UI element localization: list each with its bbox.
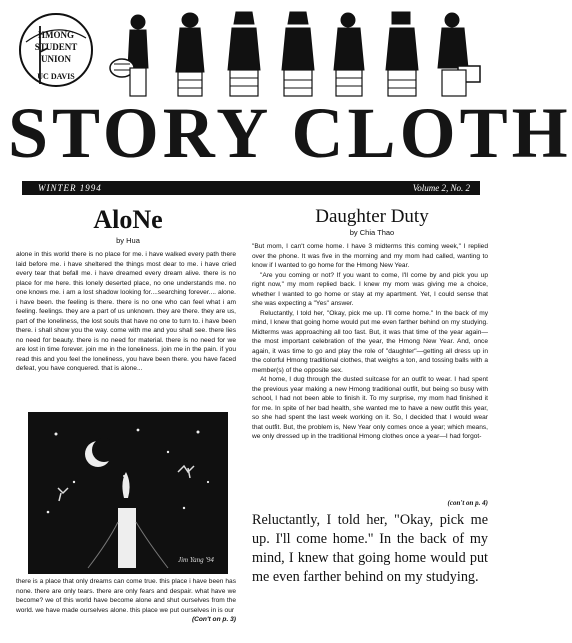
alone-paragraph-2: there is a place that only dreams can come true. this place i have been has none. there are only tears. there are only fears and despair. what have we become? we of this world have become alone and shut ourselves from the world. we have made ourselves alone. this place we put ourselves in is our (16, 578, 236, 614)
issue-rule-bar (22, 181, 480, 195)
logo-line-1: HMONG (38, 30, 74, 40)
daughter-duty-continued: (con't on p. 4) (447, 499, 488, 507)
logo-line-3: UNION (40, 54, 71, 64)
alone-paragraph-1: alone in this world there is no place for me. i have walked every path there laid before me. i have sheltered the things most dear to me. i have cried every tear that befall me. i have dreamed every dream alive. there is no place for me here. this lonely deserted place, no one understands me. no one knows me. i am a lost shadow looking for....searching forever.... alone. i have been. the feeling is there. there is no one who can feel what i am feeling. feelings. they are a part of us unknown. they are there. they are us, part of the loneliness, the lost souls that have no one to turn to. i have been there. i shall show you the way. come with me and you shall see. there lies no need for beauty. there is no need for material. there is no need for we are lost in time forever. join me in the loneliness. join me in the pain. if you read this and you feel the loneliness, you have been there. you have faced defeat, you have conquered. that is alone... (16, 251, 236, 372)
duty-paragraph-2: "Are you coming or not? If you want to come, I'll come by and pick you up right now," my mom replied back. I knew my mom was giving me a choice, whether I wanted to go home or stay at my apartment. Yet, I could sense that she was expecting a "Yes" answer. (252, 271, 488, 307)
newsletter-title: STORY CLOTH (8, 93, 572, 173)
logo-line-4: UC DAVIS (37, 72, 75, 81)
night-candle-illustration (28, 412, 228, 574)
alone-continued: (Con't on p. 3) (191, 616, 236, 623)
duty-paragraph-4: At home, I dug through the dusted suitcase for an outfit to wear. I had spent the previous year making a new Hmong traditional outfit, but being so busy with school, I had not been able to finish it. To my surprise, my mom had finished it for me. In spite of her bad health, she wanted me to have a new outfit this year, so she had spent the last week working on it. So, I decided that I would wear that outfit. But, the problem is, New Year only comes once a year; which means, we only dressed up in the traditional Hmong clothes once a year—I had forgot- (252, 376, 488, 440)
alone-body-top (16, 250, 236, 410)
issue-volume: Volume 2, No. 2 (412, 183, 470, 193)
daughter-duty-byline: by Chia Thao (349, 228, 395, 237)
daughter-duty-headline: Daughter Duty (315, 206, 429, 227)
hmong-figures-illustration (108, 8, 490, 100)
logo-line-2: STUDENT (34, 42, 78, 52)
pull-quote: Reluctantly, I told her, "Okay, pick me up. I'll come home." In the back of my mind, I knew that going home would put me even farther behind on my studying. (252, 512, 488, 585)
artist-signature: Jim Yang '94 (178, 556, 214, 564)
duty-paragraph-1: "But mom, I can't come home. I have 3 midterms this coming week," I replied over the phone. It was five in the morning and my mom had called, wanting to know if I wanted to go home for the Hmong New Year. (252, 243, 488, 269)
issue-date: WINTER 1994 (38, 183, 102, 193)
alone-body-bottom (16, 577, 236, 641)
daughter-duty-body (252, 242, 488, 500)
duty-paragraph-3: Reluctantly, I told her, "Okay, pick me up. I'll come home." In the back of my mind, I knew that going home would put me even farther behind on my studying. Midterms was approaching all too fast. But, it was that time of the year again—the most important celebration of the year, the Hmong New Year. And, once again, it was time to go and play the role of "daughter"—getting all dress up in the colorful Hmong traditional clothes, that weighs a ton, and tossing balls with a member(s) of the opposite sex. (252, 309, 488, 374)
logo-text (18, 12, 94, 88)
alone-byline: by Hua (116, 236, 140, 245)
alone-headline: AloNe (93, 205, 163, 234)
